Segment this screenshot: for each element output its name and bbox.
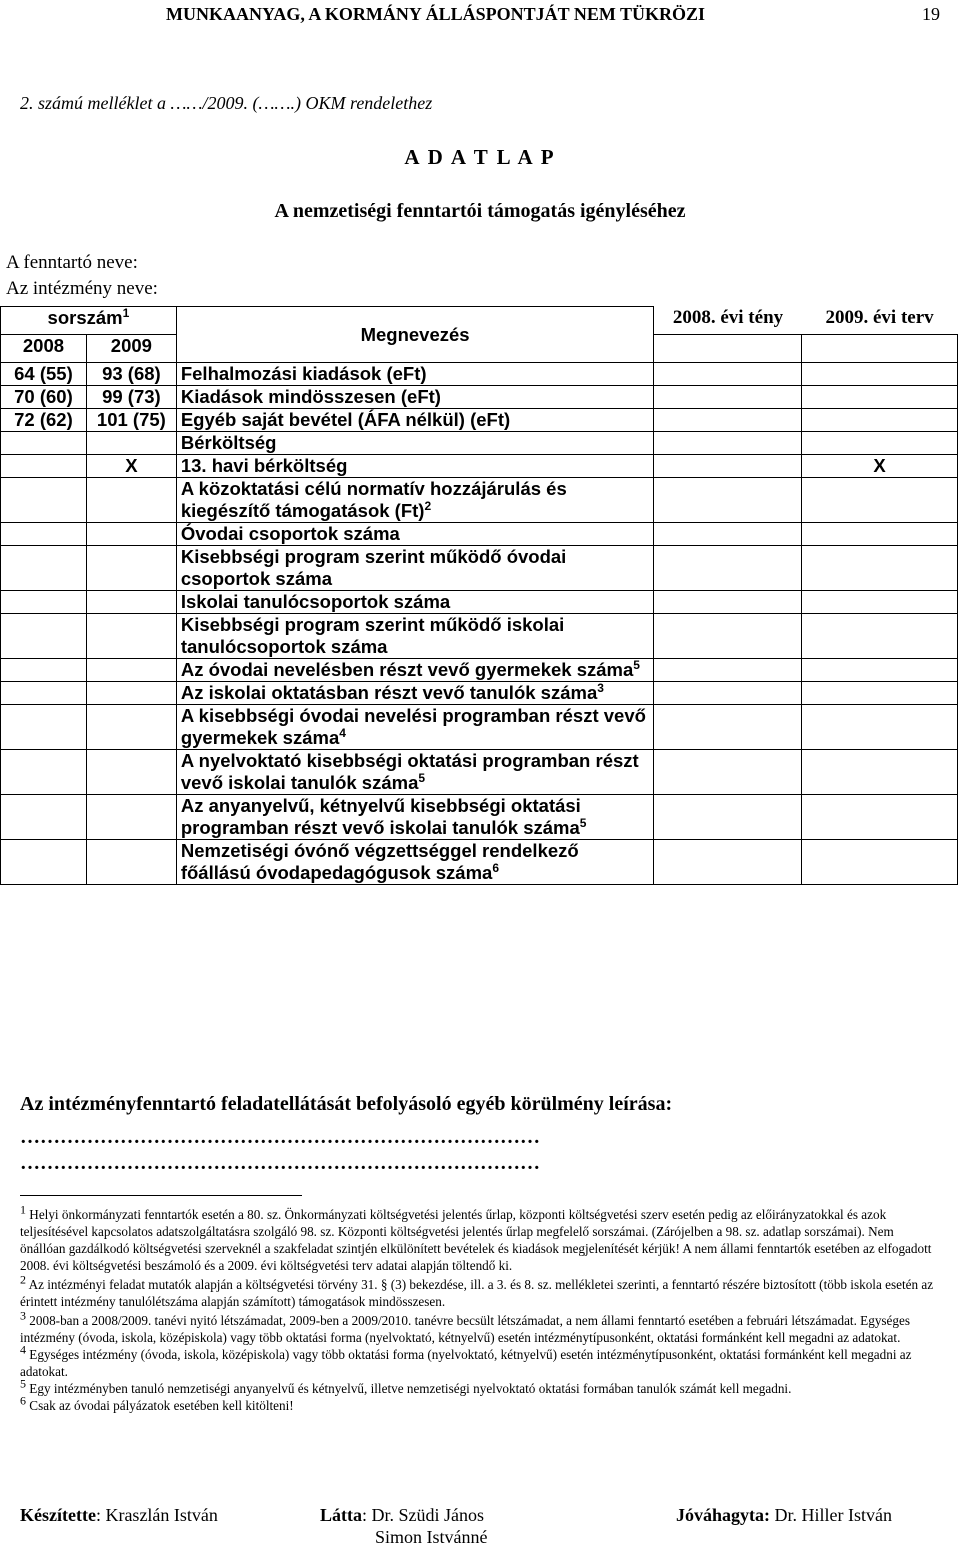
row-value-2008[interactable] <box>654 750 802 795</box>
row-value-2009[interactable] <box>802 840 958 885</box>
row-code-2008 <box>1 840 87 885</box>
row-value-2009[interactable] <box>802 363 958 386</box>
row-name: 13. havi bérköltség <box>176 455 653 478</box>
row-value-2008[interactable] <box>654 659 802 682</box>
row-name: Kisebbségi program szerint működő óvodai csoportok száma <box>176 546 653 591</box>
row-value-2009[interactable] <box>802 705 958 750</box>
description-line-1[interactable]: …………………………………………………………………… <box>20 1126 540 1148</box>
row-code-2008 <box>1 614 87 659</box>
row-name: Az iskolai oktatásban részt vevő tanulók száma$^3$ <box>176 682 653 705</box>
signature-seen: Látta: Dr. Szüdi János <box>320 1505 485 1525</box>
row-value-2008[interactable] <box>654 682 802 705</box>
table-row <box>1 840 958 885</box>
table-row <box>1 386 958 409</box>
row-value-2009[interactable] <box>802 750 958 795</box>
fenntarto-label: A fenntartó neve: <box>6 252 138 273</box>
footnote-3: $^3$ 2008-ban a 2008/2009. tanévi nyitó létszámadat, 2009-ben a 2009/2010. tanévre becsült létszámadat, a nem állami fenntartó esetében a februári létszámadat. Egységes intézmény (óvoda, iskola, középiskola) vagy több oktatási forma (nyelvoktató, kétnyelvű) esetén intézménytípusonként, oktatási formánként kell megadni az adatokat. <box>20 1308 910 1345</box>
row-code-2008 <box>1 682 87 705</box>
sorszam-header: sorszám$^1$ <box>1 307 177 335</box>
row-value-2008[interactable] <box>654 432 802 455</box>
row-code-2008: 72 (62) <box>1 409 87 432</box>
row-value-2008[interactable] <box>654 546 802 591</box>
table-row <box>1 659 958 682</box>
page-number: 19 <box>922 4 940 24</box>
row-code-2009 <box>86 840 176 885</box>
table-row <box>1 455 958 478</box>
row-code-2009 <box>86 614 176 659</box>
form-title: A D A T L A P <box>404 145 556 169</box>
row-name: Bérköltség <box>176 432 653 455</box>
form-subtitle: A nemzetiségi fenntartói támogatás igényléséhez <box>274 200 686 222</box>
row-value-2008[interactable] <box>654 523 802 546</box>
table-row <box>1 591 958 614</box>
row-value-2008[interactable] <box>654 478 802 523</box>
row-code-2008 <box>1 705 87 750</box>
row-code-2008: 70 (60) <box>1 386 87 409</box>
table-row <box>1 682 958 705</box>
row-value-2009[interactable] <box>802 591 958 614</box>
row-name: A kisebbségi óvodai nevelési programban részt vevő gyermekek száma$^4$ <box>176 705 653 750</box>
row-value-2009[interactable] <box>802 659 958 682</box>
table-row <box>1 795 958 840</box>
row-value-2009[interactable] <box>802 432 958 455</box>
row-code-2009: X <box>86 455 176 478</box>
megnevezes-header: Megnevezés <box>176 307 653 363</box>
row-name: Iskolai tanulócsoportok száma <box>176 591 653 614</box>
row-name: Egyéb saját bevétel (ÁFA nélkül) (eFt) <box>176 409 653 432</box>
col-2008-header: 2008 <box>1 335 87 363</box>
row-name: Kiadások mindösszesen (eFt) <box>176 386 653 409</box>
row-code-2009 <box>86 750 176 795</box>
row-code-2009 <box>86 546 176 591</box>
row-name: A nyelvoktató kisebbségi oktatási programban részt vevő iskolai tanulók száma$^5$ <box>176 750 653 795</box>
table-row <box>1 432 958 455</box>
row-value-2009[interactable] <box>802 546 958 591</box>
signature-seen-2: Simon Istvánné <box>375 1527 488 1547</box>
row-code-2008 <box>1 795 87 840</box>
table-row <box>1 705 958 750</box>
row-value-2008[interactable] <box>654 409 802 432</box>
row-name: Óvodai csoportok száma <box>176 523 653 546</box>
row-code-2009 <box>86 523 176 546</box>
description-line-2[interactable]: …………………………………………………………………… <box>20 1152 540 1174</box>
col-2009-header: 2009 <box>86 335 176 363</box>
intezmeny-label: Az intézmény neve: <box>6 278 158 299</box>
row-value-2008[interactable] <box>654 614 802 659</box>
teny-cell <box>654 335 802 363</box>
row-code-2009 <box>86 705 176 750</box>
row-code-2008: 64 (55) <box>1 363 87 386</box>
row-code-2008 <box>1 478 87 523</box>
row-name: Az anyanyelvű, kétnyelvű kisebbségi oktatási programban részt vevő iskolai tanulók száma$^5$ <box>176 795 653 840</box>
row-value-2009[interactable] <box>802 523 958 546</box>
row-code-2009 <box>86 478 176 523</box>
row-code-2008 <box>1 523 87 546</box>
row-value-2008[interactable] <box>654 591 802 614</box>
row-code-2008 <box>1 591 87 614</box>
table-row <box>1 523 958 546</box>
table-row <box>1 546 958 591</box>
row-code-2009: 101 (75) <box>86 409 176 432</box>
row-value-2009[interactable] <box>802 409 958 432</box>
row-name: Nemzetiségi óvónő végzettséggel rendelkező főállású óvodapedagógusok száma$^6$ <box>176 840 653 885</box>
row-name: Az óvodai nevelésben részt vevő gyermekek száma$^5$ <box>176 659 653 682</box>
row-code-2009 <box>86 795 176 840</box>
row-value-2009[interactable] <box>802 614 958 659</box>
row-code-2008 <box>1 546 87 591</box>
data-table <box>0 306 958 885</box>
row-value-2008[interactable] <box>654 455 802 478</box>
description-label: Az intézményfenntartó feladatellátását befolyásoló egyéb körülmény leírása: <box>20 1093 673 1115</box>
row-value-2008[interactable] <box>654 363 802 386</box>
row-code-2008 <box>1 659 87 682</box>
row-code-2009 <box>86 591 176 614</box>
footnote-1: $^1$ Helyi önkormányzati fenntartók esetén a 80. sz. Önkormányzati költségvetési jelentés űrlap, központi költségvetési szerv esetén pedig az előirányzatokkal és azok teljesítésével kapcsolatos adatszolgáltatásra szolgáló 98. sz. Központi költségvetési jelentés űrlap megfelelő sorszámai. (Zárójelben a 98. sz. adatlap sorszámai). Nem önállóan gazdálkodó költségvetési szerveknél a szakfeladat szintjén elkülönített bevételek és kiadások megjelenítését kérjük! A nem állami fenntartók esetében az elfogadott 2008. évi költségvetési beszámoló és a 2009. évi költségvetési terv adatai alapján töltendő ki. <box>20 1202 932 1273</box>
row-value-2008[interactable] <box>654 795 802 840</box>
footnote-4: $^4$ Egységes intézmény (óvoda, iskola, középiskola) vagy több oktatási forma (nyelvoktató, kétnyelvű) esetén intézménytípusonként, oktatási formánként kell megadni az adatokat. <box>20 1342 912 1379</box>
table-row <box>1 409 958 432</box>
footnote-2: $^2$ Az intézményi feladat mutatók alapján a költségvetési törvény 31. § (3) bekezdése, ill. a 3. és 8. sz. mellékletei szerinti, a fenntartó részére biztosított (több iskola esetén az érintett intézmény tanulólétszáma alapján számított) támogatások mindösszesen. <box>20 1272 934 1309</box>
row-code-2008 <box>1 455 87 478</box>
row-value-2009[interactable] <box>802 682 958 705</box>
signature-approved: Jóváhagyta: Dr. Hiller István <box>676 1505 892 1525</box>
footnote-separator <box>20 1195 302 1196</box>
table-row <box>1 750 958 795</box>
row-name: Kisebbségi program szerint működő iskolai tanulócsoportok száma <box>176 614 653 659</box>
row-code-2008 <box>1 750 87 795</box>
signature-prepared: Készítette: Kraszlán István <box>20 1505 218 1525</box>
teny-header: 2008. évi tény <box>672 306 784 328</box>
table-row <box>1 614 958 659</box>
row-code-2008 <box>1 432 87 455</box>
row-value-2008[interactable] <box>654 386 802 409</box>
footnote-6: $^6$ Csak az óvodai pályázatok esetében kell kitölteni! <box>20 1393 294 1413</box>
table-row <box>1 363 958 386</box>
row-code-2009: 93 (68) <box>86 363 176 386</box>
row-value-2009[interactable]: X <box>802 455 958 478</box>
row-value-2009[interactable] <box>802 386 958 409</box>
row-value-2009[interactable] <box>802 795 958 840</box>
row-code-2009: 99 (73) <box>86 386 176 409</box>
terv-header: 2009. évi terv <box>825 306 934 328</box>
footnote-5: $^5$ Egy intézményben tanuló nemzetiségi anyanyelvű és kétnyelvű, illetve nemzetiségi nyelvoktató oktatási formában tanulók számát kell megadni. <box>20 1376 792 1396</box>
row-code-2009 <box>86 682 176 705</box>
table-row <box>1 478 958 523</box>
row-value-2009[interactable] <box>802 478 958 523</box>
page-header: MUNKAANYAG, A KORMÁNY ÁLLÁSPONTJÁT NEM TÜKRÖZI <box>166 4 706 24</box>
row-name: Felhalmozási kiadások (eFt) <box>176 363 653 386</box>
footnotes <box>20 1202 940 1414</box>
terv-cell <box>802 335 958 363</box>
row-value-2008[interactable] <box>654 840 802 885</box>
row-name: A közoktatási célú normatív hozzájárulás és kiegészítő támogatások $(Ft)^2$ <box>176 478 653 523</box>
annex-subtitle: 2. számú melléklet a ……/2009. (…….) OKM rendelethez <box>20 93 433 113</box>
row-code-2009 <box>86 659 176 682</box>
row-code-2009 <box>86 432 176 455</box>
row-value-2008[interactable] <box>654 705 802 750</box>
